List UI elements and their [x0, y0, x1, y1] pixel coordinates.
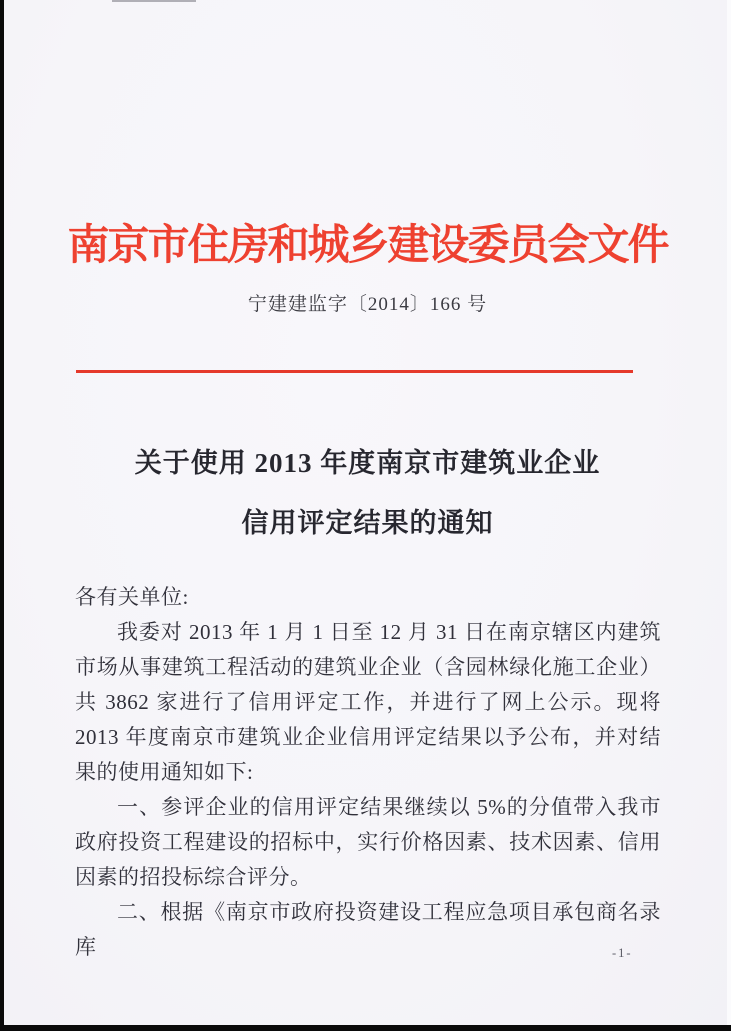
page-number: -1- — [612, 946, 633, 960]
organization-letterhead: 南京市住房和城乡建设委员会文件 — [67, 223, 668, 269]
salutation: 各有关单位: — [75, 585, 189, 609]
document-title-line2: 信用评定结果的通知 — [241, 508, 494, 538]
paragraph-intro: 我委对 2013 年 1 月 1 日至 12 月 31 日在南京辖区内建筑市场从事建筑工程活动的建筑业企业（含园林绿化施工企业）共 3862 家进行了信用评定工作，并进行了网上公示。现将 2013 年度南京市建筑业企业信用评定结果以予公布，并对结果的使用通知如下: — [75, 620, 661, 784]
document-title-line1: 关于使用 2013 年度南京市建筑业企业 — [134, 448, 601, 478]
scan-artifact — [112, 0, 196, 2]
paragraph-item-2-truncated: 二、根据《南京市政府投资建设工程应急项目承包商名录库 — [75, 900, 661, 959]
document-reference-number: 宁建建监字〔2014〕166 号 — [247, 294, 488, 315]
red-separator-line — [76, 370, 633, 373]
document-body — [75, 580, 661, 965]
document-page — [4, 0, 731, 1025]
paragraph-item-1: 一、参评企业的信用评定结果继续以 5%的分值带入我市政府投资工程建设的招标中，实行价格因素、技术因素、信用因素的招投标综合评分。 — [75, 795, 661, 889]
